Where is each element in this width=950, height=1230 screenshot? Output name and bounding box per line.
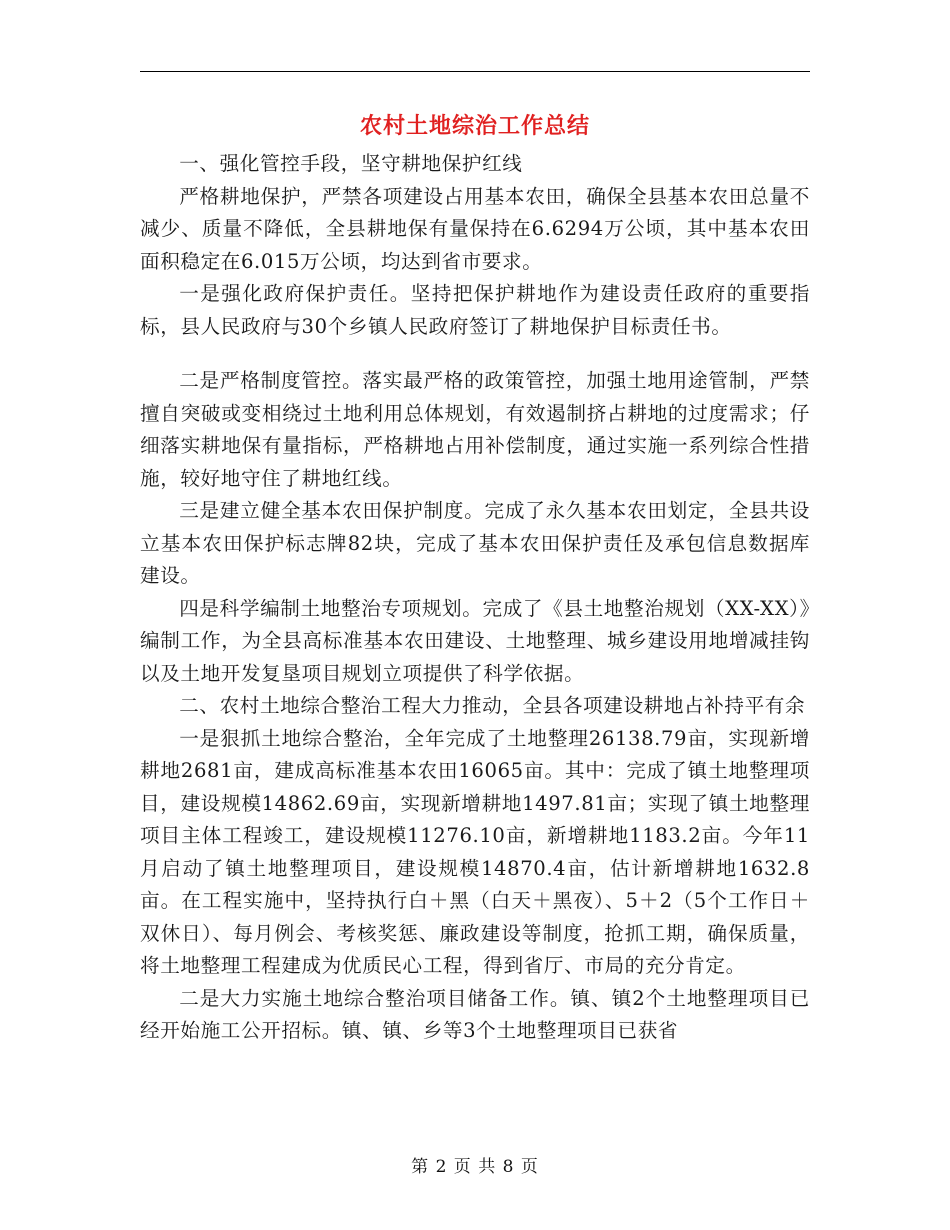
paragraph: 二是严格制度管控。落实最严格的政策管控，加强土地用途管制，严禁擅自突破或变相绕过土地利用总体规划，有效遏制挤占耕地的过度需求；仔细落实耕地保有量指标，严格耕地占用补偿制度，通过实施一系列综合性措施，较好地守住了耕地红线。: [140, 369, 810, 490]
paragraph: 严格耕地保护，严禁各项建设占用基本农田，确保全县基本农田总量不减少、质量不降低，全县耕地保有量保持在6.6294万公顷，其中基本农田面积稳定在6.015万公顷，均达到省市要求。: [140, 184, 810, 273]
document-body: [140, 108, 810, 1048]
section-heading-1: 一、强化管控手段，坚守耕地保护红线: [179, 152, 523, 175]
section-heading-2: 二、农村土地综合整治工程大力推动，全县各项建设耕地占补持平有余: [179, 694, 806, 717]
paragraph: 一是强化政府保护责任。坚持把保护耕地作为建设责任政府的重要指标，县人民政府与30个乡镇人民政府签订了耕地保护目标责任书。: [140, 282, 810, 338]
document-title: 农村土地综治工作总结: [359, 113, 590, 139]
page-number: 第 2 页 共 8 页: [411, 1157, 539, 1177]
paragraph: 二是大力实施土地综合整治项目储备工作。镇、镇2个土地整理项目已经开始施工公开招标。镇、镇、乡等3个土地整理项目已获省: [140, 986, 810, 1042]
paragraph: 一是狠抓土地综合整治，全年完成了土地整理26138.79亩，实现新增耕地2681亩，建成高标准基本农田16065亩。其中：完成了镇土地整理项目，建设规模14862.69亩，实现新增耕地1497.81亩；实现了镇土地整理项目主体工程竣工，建设规模11276.10亩，新增耕地1183.2亩。今年11月启动了镇土地整理项目，建设规模14870.4亩，估计新增耕地1632.8亩。在工程实施中，坚持执行白＋黑（白天＋黑夜）、5＋2（5个工作日＋双休日）、每月例会、考核奖惩、廉政建设等制度，抢抓工期，确保质量，将土地整理工程建成为优质民心工程，得到省厅、市局的充分肯定。: [140, 726, 810, 977]
paragraph: 三是建立健全基本农田保护制度。完成了永久基本农田划定，全县共设立基本农田保护标志牌82块，完成了基本农田保护责任及承包信息数据库建设。: [140, 499, 810, 587]
paragraph: 四是科学编制土地整治专项规划。完成了《县土地整治规划（XX-XX）》编制工作，为全县高标准基本农田建设、土地整理、城乡建设用地增减挂钩以及土地开发复垦项目规划立项提供了科学依据。: [140, 596, 810, 685]
header-rule: [140, 71, 810, 72]
